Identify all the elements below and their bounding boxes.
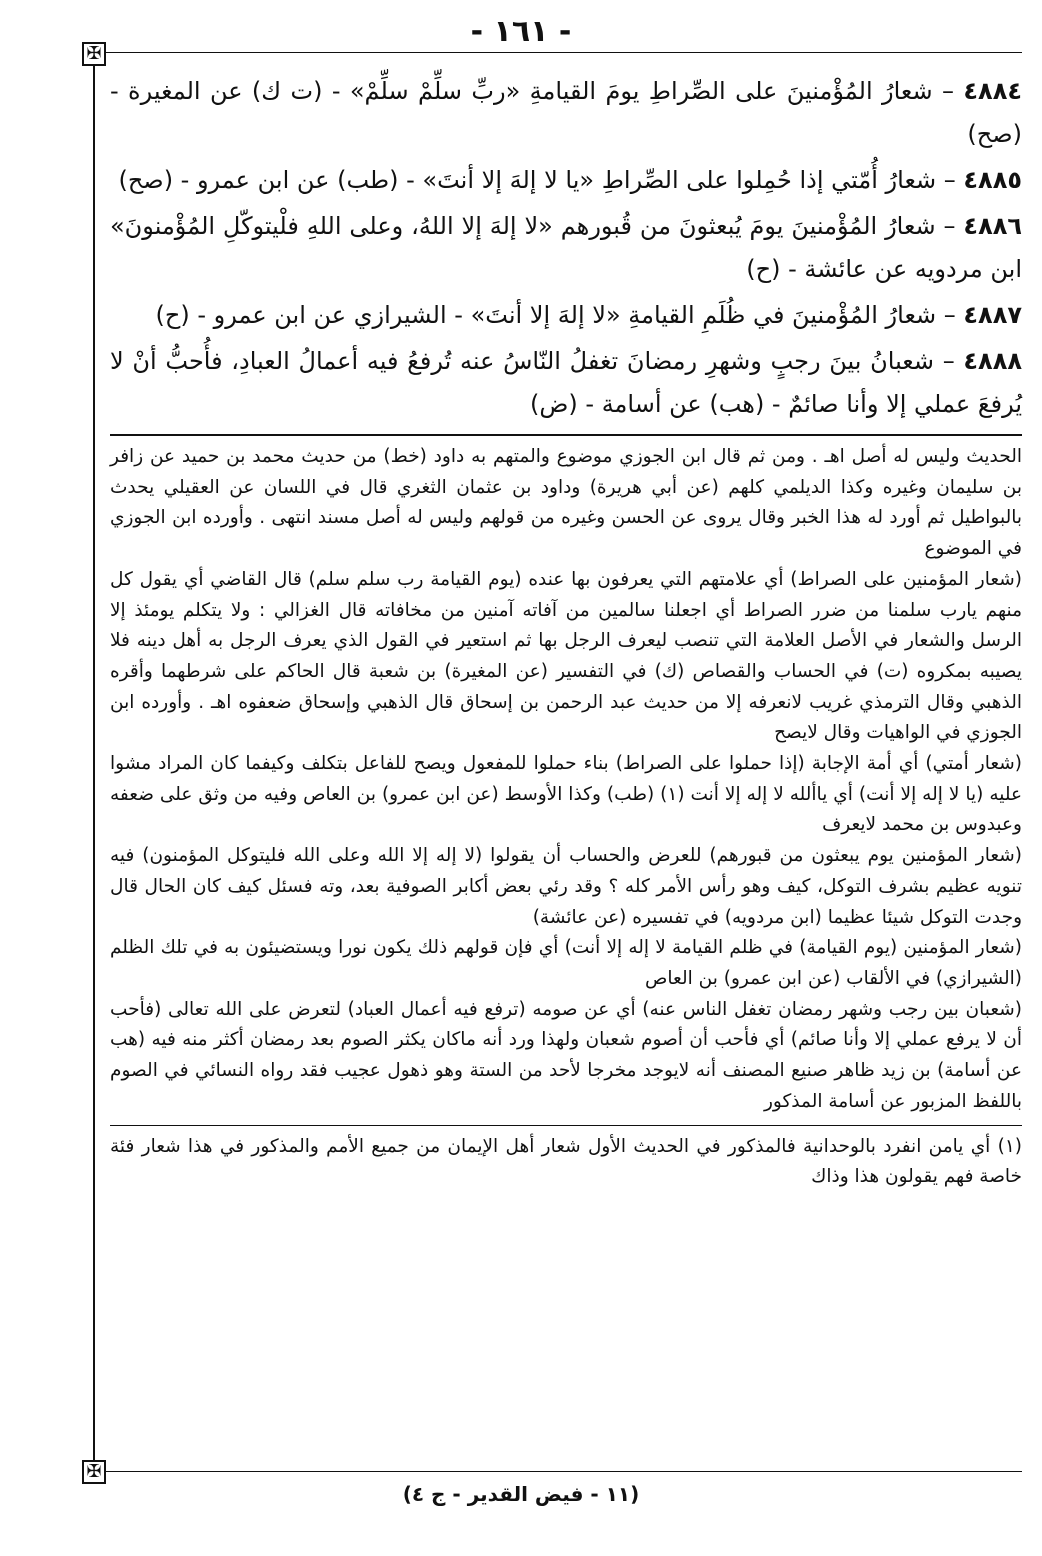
hadith-4887: ٤٨٨٧ – شعارُ المُؤْمنينَ في ظُلَمِ القيامةِ «لا إلهَ إلا أنتَ» - الشيرازي عن ابن عمرو - (ح) [155,301,1022,329]
hadith-4885: ٤٨٨٥ – شعارُ أُمّتي إذا حُمِلوا على الصِّراطِ «يا لا إلهَ إلا أنتَ» - (طب) عن ابن عمرو - (صح) [118,166,1022,194]
section-divider [110,434,1022,436]
page-body [110,70,1022,1192]
commentary-paragraph: (شعبان بين رجب وشهر رمضان تغفل الناس عنه) أي عن صومه (ترفع فيه أعمال العباد) لتعرض على الله تعالى (فأحب أن لا يرفع عملي إلا وأنا صائم) أي فأحب أن أصوم شعبان ولهذا ورد أنه ماكان يكثر الصوم بعد رمضان أكثر منه فيه (هب عن أسامة) بن زيد ظاهر صنيع المصنف أنه لايوجد مخرجا لأحد من الستة وهو ذهول عجيب فقد رواه النسائي في الصوم باللفظ المزبور عن أسامة المذكور [110,998,1022,1112]
hadith-list [110,70,1022,426]
ornament-bottom-icon: ✠ [82,1460,106,1484]
footnote-text: (١) أي يامن انفرد بالوحدانية فالمذكور في الحديث الأول شعار أهل الإيمان من جميع الأمم والمذكور في هذا شعار فئة خاصة فهم يقولون هذا وذاك [110,1136,1022,1188]
commentary-paragraph: (شعار المؤمنين (يوم القيامة) في ظلم القيامة لا إله إلا أنت) أي فإن قولهم ذلك يكون نورا ويستضيئون به في تلك الظلم (الشيرازي) في الألقاب (عن ابن عمرو) بن العاص [110,937,1022,989]
page-number: - ١٦١ - [470,14,572,49]
hadith-number: ٤٨٨٨ [963,347,1022,375]
top-rule [106,52,1022,53]
left-border-rule [93,66,95,1460]
hadith-text: شعبانُ بينَ رجبٍ وشهرِ رمضانَ تغفلُ النّاسُ عنه تُرفعُ فيه أعمالُ العبادِ، فأُحبُّ أنْ لا يُرفعَ عملي إلا وأنا صائمٌ - (هب) عن أسامة - (ض) [110,347,1022,418]
hadith-text: شعارُ المُؤْمنينَ على الصِّراطِ يومَ القيامةِ «ربِّ سلِّمْ سلِّمْ» - (ت ك) عن المغيرة - (صح) [110,77,1022,148]
commentary-paragraph: (شعار أمتي) أي أمة الإجابة (إذا حملوا على الصراط) بناء حملوا للمفعول ويصح للفاعل بتكلف وكيفما كان المراد مشوا عليه (يا لا إله إلا أنت) أي ياألله لا إله إلا أنت (١) (طب) وكذا الأوسط (عن ابن عمرو) بن العاص وفيه من وثق على ضعفه وعبدوس بن محمد لايعرف [110,753,1022,836]
hadith-text: شعارُ المُؤْمنينَ في ظُلَمِ القيامةِ «لا إلهَ إلا أنتَ» - الشيرازي عن ابن عمرو - (ح) [155,301,937,329]
commentary-paragraph: (شعار المؤمنين على الصراط) أي علامتهم التي يعرفون بها عنده (يوم القيامة رب سلم سلم) قال القاضي أي يقول كل منهم يارب سلمنا من ضرر الصراط أي اجعلنا سالمين من آفاته آمنين من مخافاته قال الغزالي : ولا يتكلم يومئذ إلا الرسل والشعار في الأصل العلامة التي تنصب ليعرف الرجل بها ثم استعير في القول الذي يعرف الرجل به أهل دينه فلا يصيبه بمكروه (ت) في الحساب والقصاص (ك) في التفسير (عن المغيرة) بن شعبة قال الحاكم على شرطهما وأقره الذهبي وقال الترمذي غريب لانعرفه إلا من حديث عبد الرحمن بن إسحاق قال الذهبي وإسحاق ضعفوه اهـ . وأورده ابن الجوزي في الواهيات وقال لايصح [110,568,1022,744]
hadith-number: ٤٨٨٧ [963,301,1022,329]
ornament-top-icon: ✠ [82,42,106,66]
hadith-4884: ٤٨٨٤ – شعارُ المُؤْمنينَ على الصِّراطِ يومَ القيامةِ «ربِّ سلِّمْ سلِّمْ» - (ت ك) عن المغيرة - (صح) [110,77,1022,148]
commentary-paragraph: (شعار المؤمنين يوم يبعثون من قبورهم) للعرض والحساب أن يقولوا (لا إله إلا الله وعلى الله فليتوكل المؤمنون) فيه تنويه عظيم بشرف التوكل، كيف وهو رأس الأمر كله ؟ وقد رئي بعض أكابر الصوفية بعد، وته فسئل كيف كان الحال قال وجدت التوكل شيئا عظيما (ابن مردويه) في تفسيره (عن عائشة) [110,845,1022,928]
hadith-text: شعارُ أُمّتي إذا حُمِلوا على الصِّراطِ «يا لا إلهَ إلا أنتَ» - (طب) عن ابن عمرو - (صح) [118,166,937,194]
commentary-section [110,442,1022,1117]
hadith-4888: ٤٨٨٨ – شعبانُ بينَ رجبٍ وشهرِ رمضانَ تغفلُ النّاسُ عنه تُرفعُ فيه أعمالُ العبادِ، فأُحبُّ أنْ لا يُرفعَ عملي إلا وأنا صائمٌ - (هب) عن أسامة - (ض) [110,347,1022,418]
hadith-number: ٤٨٨٦ [963,212,1023,240]
commentary-paragraph: الحديث وليس له أصل اهـ . ومن ثم قال ابن الجوزي موضوع والمتهم به داود (خط) من حديث محمد بن حميد عن زافر بن سليمان وغيره وكذا الديلمي كلهم (عن أبي هريرة) وداود بن عثمان الثغري قال في اللسان عن العقيلي يحدث بالبواطيل ثم أورد له هذا الخبر وقال يروى عن الحسن وغيره من قولهم وليس له أصل مسند انتهى . وأورده ابن الجوزي في الموضوع [110,446,1022,560]
running-footer: (١١ - فيض القدير - ج ٤) [402,1482,640,1506]
footnote-divider [110,1125,1022,1126]
footnote [110,1132,1022,1192]
hadith-number: ٤٨٨٥ [963,166,1022,194]
hadith-number: ٤٨٨٤ [963,77,1022,105]
hadith-4886: ٤٨٨٦ – شعارُ المُؤْمنينَ يومَ يُبعثونَ من قُبورهم «لا إلهَ إلا اللهُ، وعلى اللهِ فلْيتوكّلِ المُؤْمنونَ» ابن مردويه عن عائشة - (ح) [110,212,1023,283]
bottom-rule [106,1471,1022,1472]
hadith-text: شعارُ المُؤْمنينَ يومَ يُبعثونَ من قُبورهم «لا إلهَ إلا اللهُ، وعلى اللهِ فلْيتوكّلِ المُؤْمنونَ» ابن مردويه عن عائشة - (ح) [110,212,1022,283]
